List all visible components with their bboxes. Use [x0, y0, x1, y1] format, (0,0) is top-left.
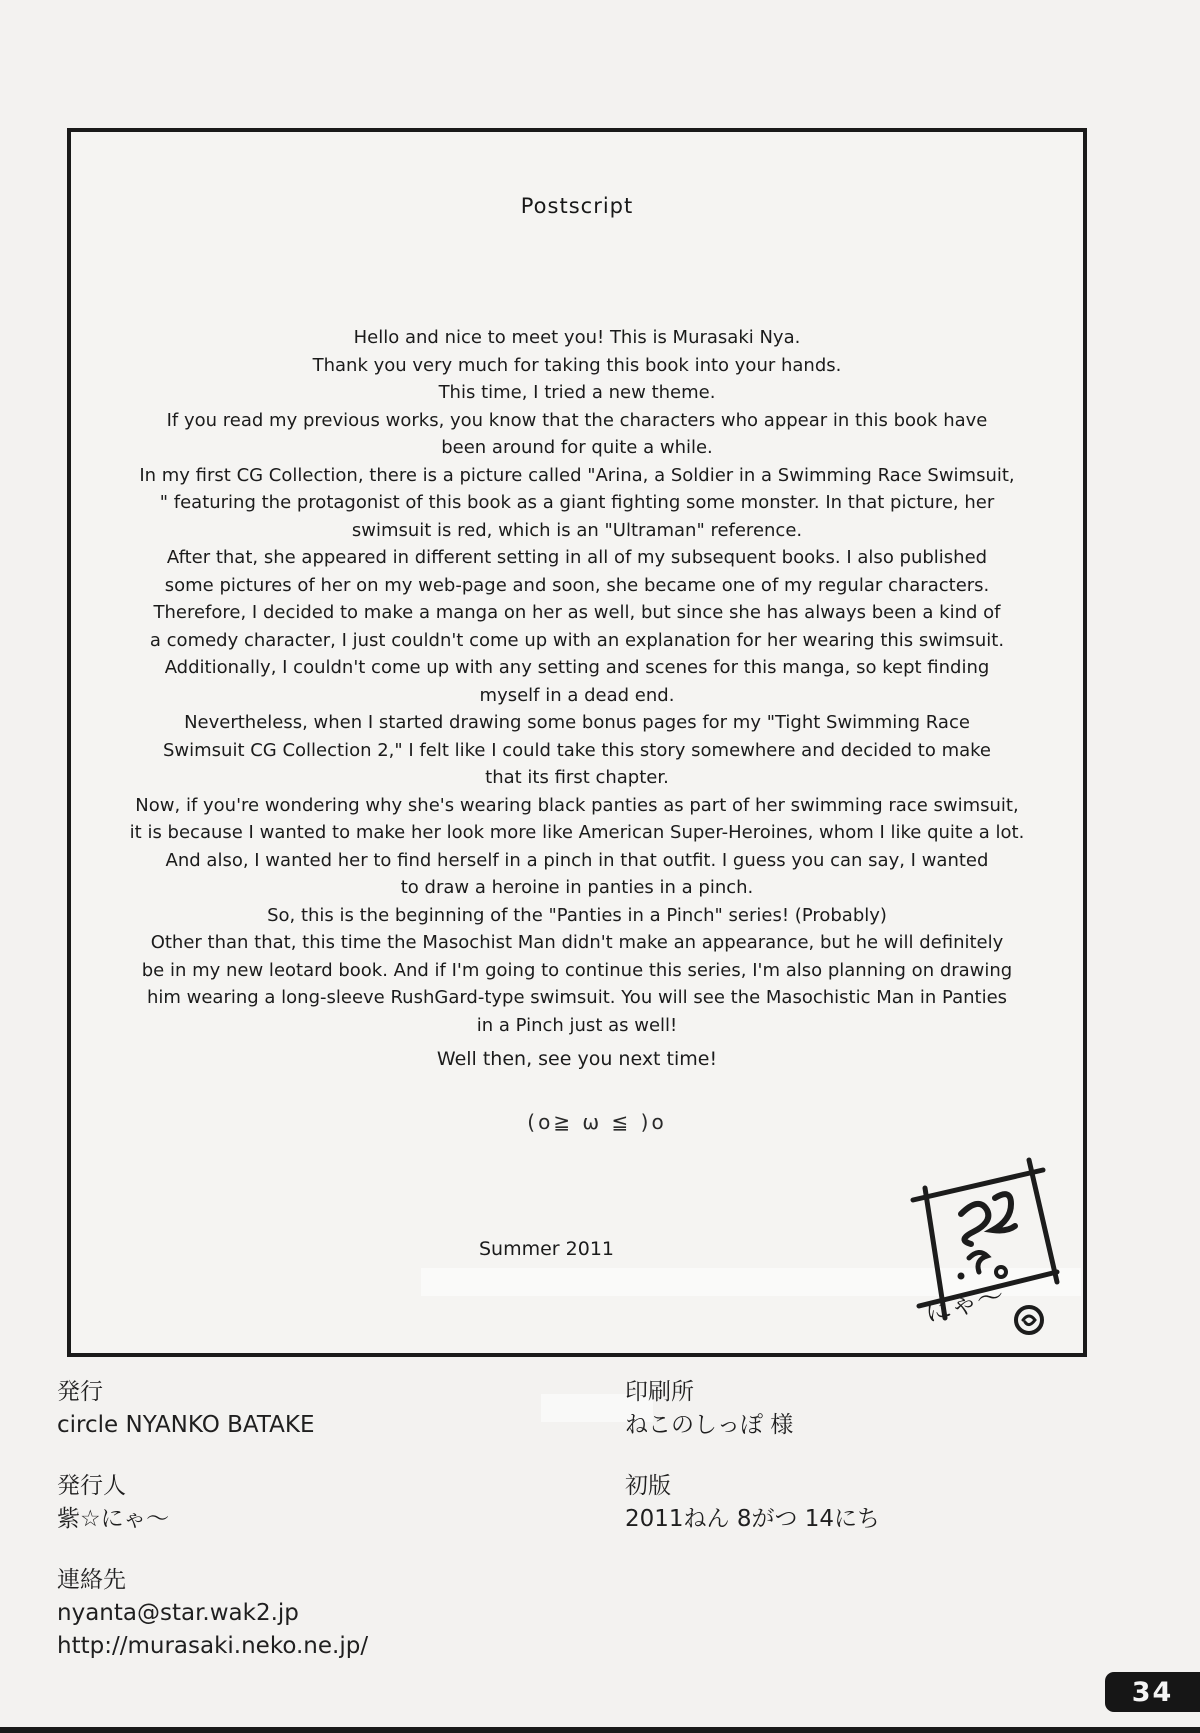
postscript-line: Swimsuit CG Collection 2," I felt like I could take this story somewhere and decided to make: [162, 739, 992, 761]
edition-label: 初版: [625, 1473, 671, 1499]
colophon-left-column: [57, 1376, 368, 1691]
postscript-line: him wearing a long-sleeve RushGard-type swimsuit. You will see the Masochistic Man in Panties: [146, 987, 1008, 1008]
contact-group: [57, 1564, 368, 1663]
postscript-line: Nevertheless, when I started drawing some bonus pages for my "Tight Swimming Race: [184, 712, 970, 733]
artist-signature-icon: [861, 1154, 1071, 1349]
postscript-line: myself in a dead end.: [479, 684, 675, 706]
date-note: Summer 2011: [479, 1238, 615, 1260]
printer-label: 印刷所: [625, 1379, 694, 1405]
postscript-frame: [67, 128, 1087, 1357]
printer-group: [625, 1376, 880, 1442]
contact-url: http://murasaki.neko.ne.jp/: [57, 1633, 369, 1659]
edition-value: 2011ねん 8がつ 14にち: [625, 1506, 881, 1532]
postscript-line: Additionally, I couldn't come up with any setting and scenes for this manga, so kept finding: [164, 657, 990, 678]
postscript-line: been around for quite a while.: [441, 437, 713, 458]
postscript-line: a comedy character, I just couldn't come up with an explanation for her wearing this swimsuit.: [149, 629, 1005, 651]
postscript-line: And also, I wanted her to find herself in a pinch in that outfit. I guess you can say, I wanted: [165, 849, 989, 871]
postscript-line: In my first CG Collection, there is a picture called "Arina, a Soldier in a Swimming Race Swimsuit,: [139, 464, 1015, 486]
signature-caption: にゃ〜: [921, 1280, 1007, 1329]
page-number: 34: [1131, 1676, 1174, 1708]
publisher-group: [57, 1376, 368, 1442]
closing-line: Well then, see you next time!: [436, 1048, 718, 1070]
kaomoji-emoticon: (o≧ ω ≦ )o: [527, 1110, 667, 1134]
issuer-group: [57, 1470, 368, 1536]
postscript-line: be in my new leotard book. And if I'm going to continue this series, I'm also planning on drawing: [141, 959, 1013, 981]
postscript-line: Therefore, I decided to make a manga on her as well, but since she has always been a kind of: [153, 602, 1001, 623]
postscript-line: Now, if you're wondering why she's wearing black panties as part of her swimming race swimsuit,: [135, 794, 1019, 816]
issuer-value: 紫☆にゃ〜: [57, 1506, 170, 1532]
postscript-line: After that, she appeared in different setting in all of my subsequent books. I also published: [166, 547, 988, 568]
postscript-line: Other than that, this time the Masochist Man didn't make an appearance, but he will definitely: [150, 932, 1004, 953]
postscript-line: Thank you very much for taking this book into your hands.: [312, 354, 842, 376]
page-number-badge: [1105, 1672, 1200, 1712]
page-edge-strip: [0, 1727, 1200, 1733]
contact-email: nyanta@star.wak2.jp: [57, 1600, 299, 1626]
postscript-line: swimsuit is red, which is an "Ultraman" reference.: [351, 519, 803, 541]
edition-group: [625, 1470, 880, 1536]
postscript-line: If you read my previous works, you know that the characters who appear in this book have: [166, 409, 988, 431]
page-title: Postscript: [520, 194, 634, 218]
postscript-line: that its first chapter.: [485, 767, 669, 788]
colophon-right-column: [625, 1376, 880, 1564]
postscript-line: This time, I tried a new theme.: [438, 382, 716, 403]
printer-value: ねこのしっぽ 様: [625, 1412, 794, 1438]
postscript-line: So, this is the beginning of the "Panties in a Pinch" series! (Probably): [267, 904, 887, 926]
postscript-line: to draw a heroine in panties in a pinch.: [400, 877, 754, 898]
publisher-value: circle NYANKO BATAKE: [57, 1412, 315, 1438]
postscript-body: [89, 324, 1065, 1039]
postscript-line: in a Pinch just as well!: [476, 1014, 678, 1036]
postscript-line: Hello and nice to meet you! This is Murasaki Nya.: [353, 327, 801, 348]
postscript-line: " featuring the protagonist of this book as a giant fighting some monster. In that picture, her: [159, 492, 995, 513]
publisher-label: 発行: [57, 1379, 103, 1405]
issuer-label: 発行人: [57, 1473, 126, 1499]
postscript-line: it is because I wanted to make her look more like American Super-Heroines, whom I like quite a lot.: [129, 822, 1025, 843]
contact-label: 連絡先: [57, 1567, 126, 1593]
postscript-line: some pictures of her on my web-page and soon, she became one of my regular characters.: [164, 574, 990, 596]
